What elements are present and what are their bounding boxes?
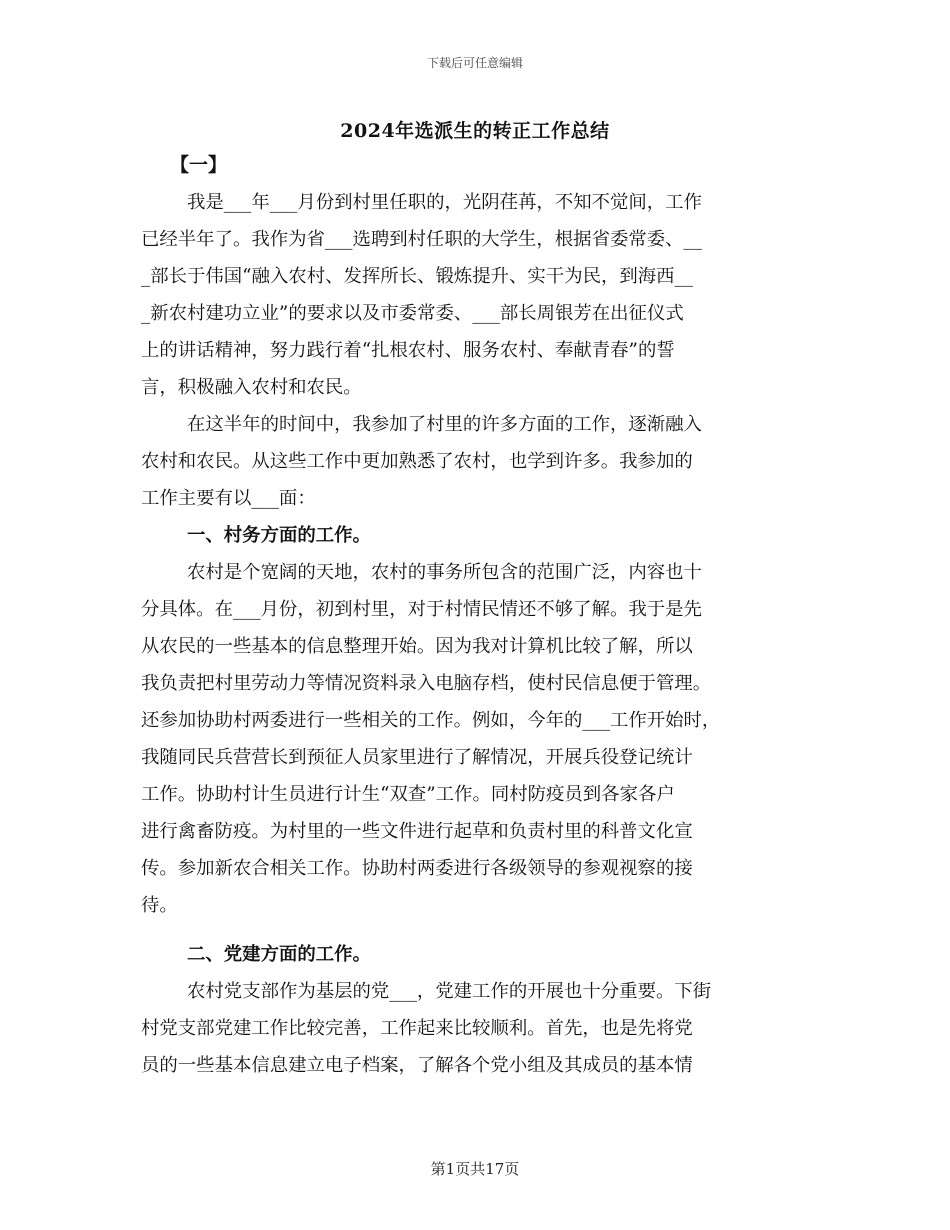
text-line: 上的讲话精神，努力践行着“扎根农村、服务农村、奉献青春”的誓 bbox=[141, 340, 675, 361]
paragraph-gap bbox=[141, 924, 801, 936]
text-line: 我负责把村里劳动力等情况资料录入电脑存档，使村民信息便于管理。 bbox=[141, 673, 712, 694]
text-line: 农村和农民。从这些工作中更加熟悉了农村，也学到许多。我参加的 bbox=[141, 451, 693, 472]
text-line: 工作。协助村计生员进行计生“双查”工作。同村防疫员到各家各户 bbox=[141, 784, 675, 805]
section-marker: 【一】 bbox=[170, 154, 228, 176]
text-line: 员的一些基本信息建立电子档案，了解各个党小组及其成员的基本情 bbox=[141, 1055, 693, 1076]
text-line: _新农村建功立业”的要求以及市委常委、___部长周银芳在出征仪式 bbox=[141, 303, 684, 324]
text-line: 我随同民兵营营长到预征人员家里进行了解情况，开展兵役登记统计 bbox=[141, 747, 693, 768]
section-heading: 一、村务方面的工作。 bbox=[187, 525, 371, 546]
text-line: 工作主要有以___面： bbox=[141, 488, 316, 509]
text-line: 从农民的一些基本的信息整理开始。因为我对计算机比较了解，所以 bbox=[141, 636, 693, 657]
document-body bbox=[141, 184, 801, 1084]
text-line: 农村是个宽阔的天地，农村的事务所包含的范围广泛，内容也十 bbox=[187, 562, 702, 583]
page-footer: 第1页共17页 bbox=[430, 1160, 520, 1178]
text-line: 待。 bbox=[141, 895, 178, 916]
text-line: 农村党支部作为基层的党___，党建工作的开展也十分重要。下街 bbox=[187, 981, 712, 1002]
text-line: 传。参加新农合相关工作。协助村两委进行各级领导的参观视察的接 bbox=[141, 858, 693, 879]
text-line: 还参加协助村两委进行一些相关的工作。例如，今年的___工作开始时， bbox=[141, 710, 721, 731]
document-title: 2024年选派生的转正工作总结 bbox=[340, 120, 610, 142]
text-line: 言，积极融入农村和农民。 bbox=[141, 377, 362, 398]
text-line: 进行禽畜防疫。为村里的一些文件进行起草和负责村里的科普文化宣 bbox=[141, 821, 693, 842]
text-line: 分具体。在___月份，初到村里，对于村情民情还不够了解。我于是先 bbox=[141, 599, 702, 620]
page-header: 下载后可任意编辑 bbox=[426, 56, 523, 70]
text-line: 已经半年了。我作为省___选聘到村任职的大学生，根据省委常委、__ bbox=[141, 229, 702, 250]
section-heading: 二、党建方面的工作。 bbox=[187, 944, 371, 965]
text-line: 村党支部党建工作比较完善，工作起来比较顺利。首先，也是先将党 bbox=[141, 1018, 693, 1039]
text-line: 在这半年的时间中，我参加了村里的许多方面的工作，逐渐融入 bbox=[187, 414, 702, 435]
text-line: _部长于伟国“融入农村、发挥所长、锻炼提升、实干为民，到海西__ bbox=[141, 266, 693, 287]
text-line: 我是___年___月份到村里任职的，光阴荏苒，不知不觉间，工作 bbox=[187, 192, 702, 213]
